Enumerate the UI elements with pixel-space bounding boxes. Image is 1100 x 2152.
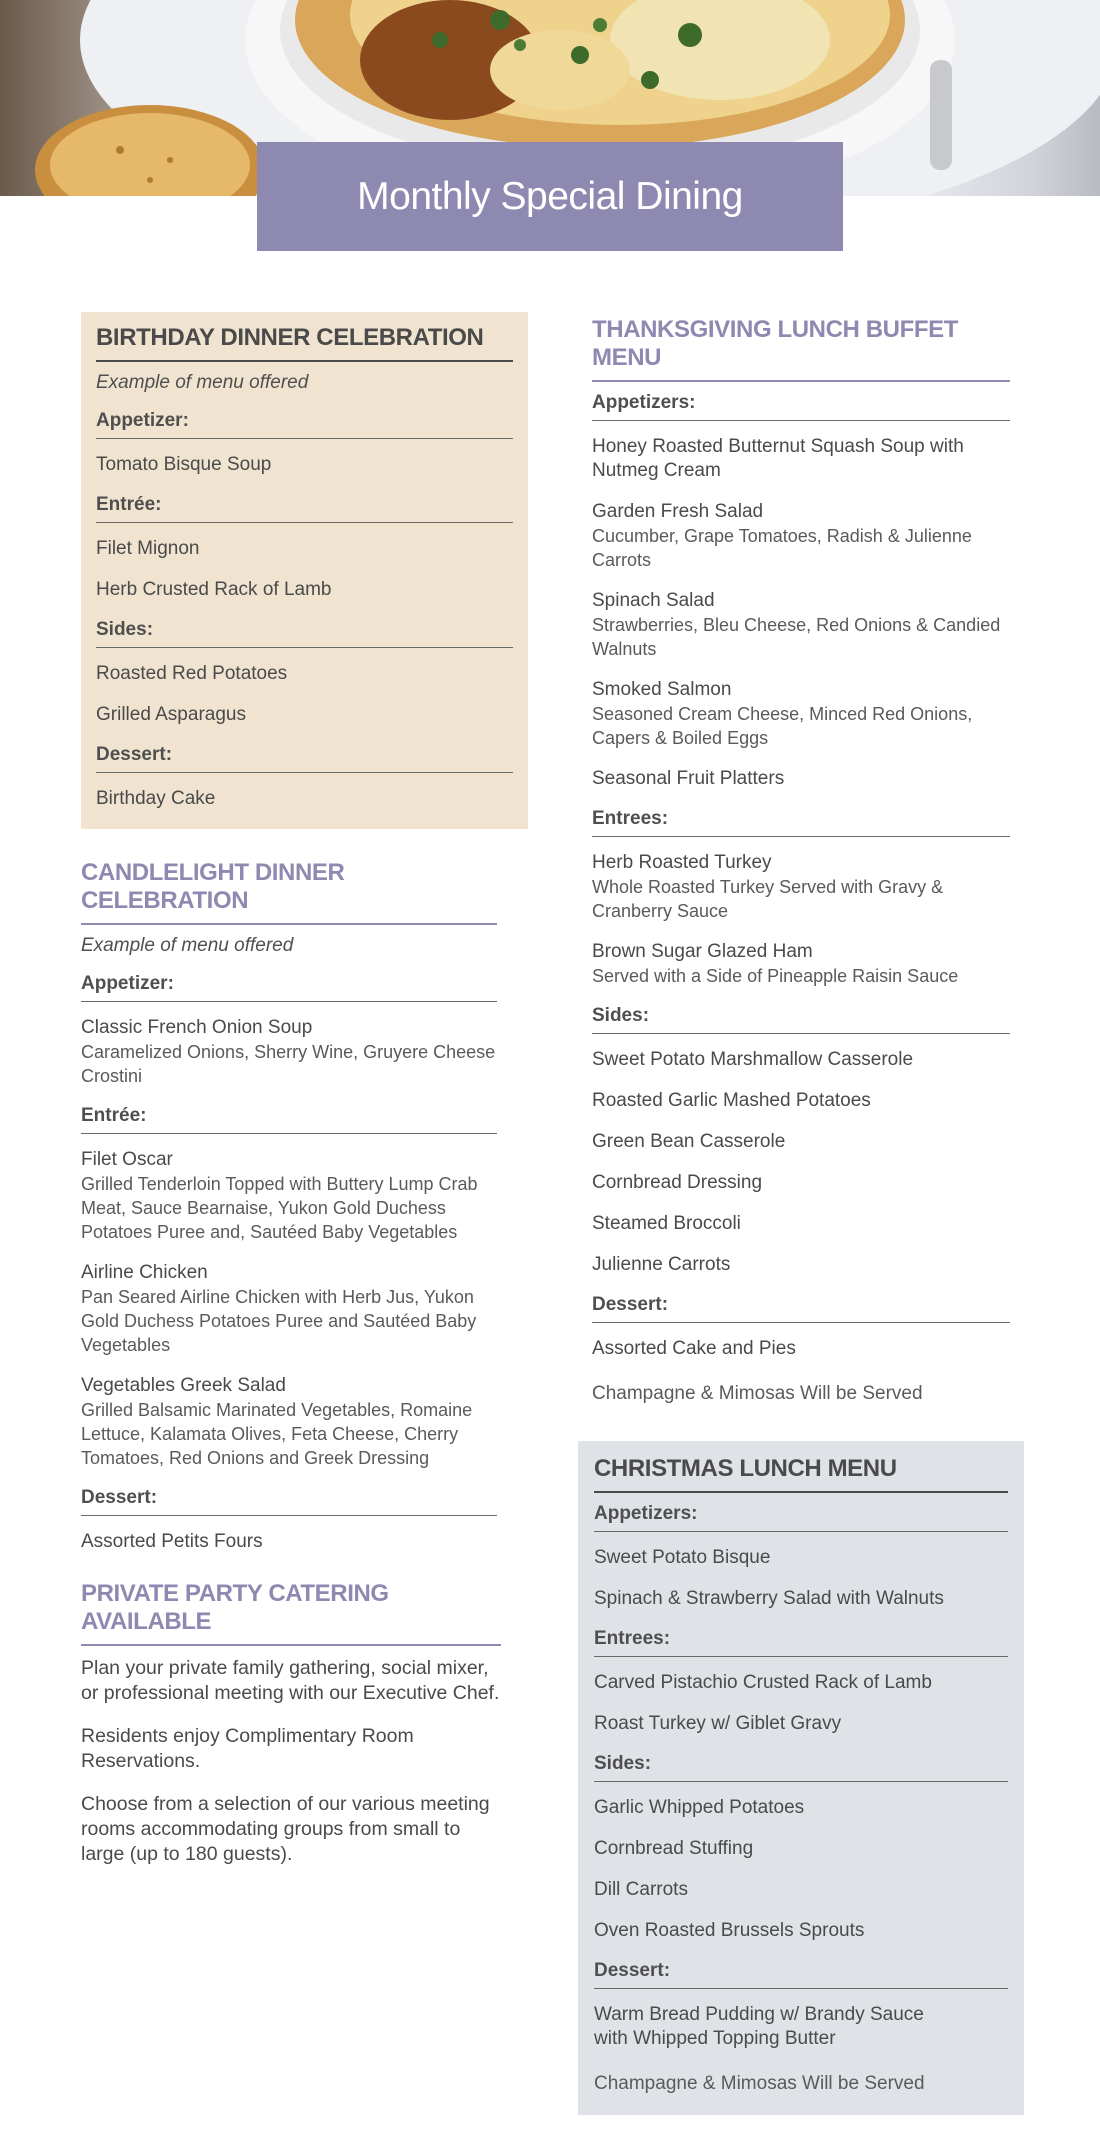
menu-category: Dessert:	[96, 744, 513, 773]
menu-item-name: Spinach & Strawberry Salad with Walnuts	[594, 1588, 944, 1609]
menu-category: Appetizer:	[81, 973, 497, 1002]
menu-item	[592, 678, 1010, 750]
menu-item-name: Vegetables Greek Salad	[81, 1375, 286, 1396]
menu-category: Sides:	[96, 619, 513, 648]
page-title: Monthly Special Dining	[357, 174, 743, 218]
menu-item	[96, 662, 513, 686]
menu-item-name: Spinach Salad	[592, 590, 715, 611]
private-party-paragraph: Plan your private family gathering, social mixer, or professional meeting with our Executive Chef.	[81, 1657, 500, 1704]
birthday-title: BIRTHDAY DINNER CELEBRATION	[96, 324, 513, 362]
menu-item-name: Honey Roasted Butternut Squash Soup with Nutmeg Cream	[592, 436, 964, 481]
menu-category: Entrée:	[81, 1105, 497, 1134]
menu-item-description: Grilled Balsamic Marinated Vegetables, Romaine Lettuce, Kalamata Olives, Feta Cheese, Cherry Tomatoes, Red Onions and Greek Dressing	[81, 1400, 473, 1468]
menu-item	[81, 1016, 497, 1088]
menu-item-name: Brown Sugar Glazed Ham	[592, 941, 813, 962]
menu-item	[96, 537, 513, 561]
menu-category: Entrees:	[594, 1628, 1008, 1657]
menu-item	[594, 1919, 1008, 1943]
menu-item-name: Roast Turkey w/ Giblet Gravy	[594, 1713, 842, 1734]
menu-item-name: Filet Oscar	[81, 1149, 173, 1170]
menu-item-name: Garlic Whipped Potatoes	[594, 1797, 805, 1818]
menu-item	[592, 1130, 1010, 1154]
menu-item-description: Strawberries, Bleu Cheese, Red Onions & Candied Walnuts	[592, 615, 1001, 659]
menu-item-description: Cucumber, Grape Tomatoes, Radish & Julienne Carrots	[592, 526, 972, 570]
private-party-paragraph: Choose from a selection of our various meeting rooms accommodating groups from small to large (up to 180 guests).	[81, 1793, 490, 1865]
menu-category: Entrée:	[96, 494, 513, 523]
menu-item-description: Seasoned Cream Cheese, Minced Red Onions, Capers & Boiled Eggs	[592, 704, 973, 748]
menu-item	[96, 703, 513, 727]
menu-item-name: Grilled Asparagus	[96, 704, 246, 725]
menu-category: Dessert:	[81, 1487, 497, 1516]
thanksgiving-title: THANKSGIVING LUNCH BUFFET MENU	[592, 316, 1010, 382]
menu-item-name: Assorted Cake and Pies	[592, 1338, 796, 1359]
menu-item	[594, 2003, 924, 2051]
menu-item	[594, 1587, 1008, 1611]
menu-item-description: Grilled Tenderloin Topped with Buttery Lump Crab Meat, Sauce Bearnaise, Yukon Gold Duchess Potatoes Puree and, Sautéed Baby Vegetables	[81, 1174, 478, 1242]
menu-category: Appetizers:	[592, 392, 1010, 421]
menu-item-name: Carved Pistachio Crusted Rack of Lamb	[594, 1672, 932, 1693]
menu-category: Appetizers:	[594, 1503, 1008, 1532]
menu-item-name: Cornbread Stuffing	[594, 1838, 754, 1859]
menu-item	[592, 767, 1010, 791]
beverage-note: Champagne & Mimosas Will be Served	[594, 2073, 925, 2094]
menu-item	[592, 851, 1010, 923]
candlelight-title: CANDLELIGHT DINNER CELEBRATION	[81, 859, 497, 925]
menu-item	[592, 589, 1010, 661]
menu-item-name: Sweet Potato Bisque	[594, 1547, 771, 1568]
menu-item	[594, 1671, 1008, 1695]
candlelight-example-note: Example of menu offered	[81, 935, 294, 956]
menu-category: Entrees:	[592, 808, 1010, 837]
private-party-section	[81, 1580, 501, 1867]
birthday-example-note: Example of menu offered	[96, 372, 309, 393]
menu-item-name: Filet Mignon	[96, 538, 200, 559]
menu-item-description: Whole Roasted Turkey Served with Gravy & Cranberry Sauce	[592, 877, 944, 921]
menu-item-name: Assorted Petits Fours	[81, 1531, 263, 1552]
menu-item	[96, 578, 513, 602]
candlelight-menu	[81, 859, 497, 1554]
right-column	[578, 312, 1024, 2115]
menu-category: Sides:	[594, 1753, 1008, 1782]
christmas-menu-panel	[578, 1441, 1024, 2115]
menu-category: Dessert:	[594, 1960, 1008, 1989]
menu-item-name: Sweet Potato Marshmallow Casserole	[592, 1049, 914, 1070]
menu-item-name: Warm Bread Pudding w/ Brandy Sauce with Whipped Topping Butter	[594, 2004, 924, 2049]
menu-item	[592, 940, 1010, 988]
menu-item-name: Green Bean Casserole	[592, 1131, 786, 1152]
menu-item-name: Roasted Red Potatoes	[96, 663, 288, 684]
menu-item	[594, 1712, 1008, 1736]
page-title-banner	[257, 142, 843, 251]
menu-category: Dessert:	[592, 1294, 1010, 1323]
menu-item	[592, 500, 1010, 572]
birthday-menu-panel	[81, 312, 528, 829]
left-column	[81, 312, 525, 1885]
thanksgiving-menu	[578, 316, 1024, 1405]
menu-item	[96, 453, 513, 477]
christmas-title: CHRISTMAS LUNCH MENU	[594, 1455, 1008, 1493]
menu-item-name: Airline Chicken	[81, 1262, 208, 1283]
menu-item-name: Tomato Bisque Soup	[96, 454, 272, 475]
menu-item-name: Herb Crusted Rack of Lamb	[96, 579, 332, 600]
menu-item	[594, 1796, 1008, 1820]
menu-item-name: Garden Fresh Salad	[592, 501, 764, 522]
menu-item-name: Cornbread Dressing	[592, 1172, 763, 1193]
menu-item	[592, 1337, 1010, 1361]
menu-item-description: Served with a Side of Pineapple Raisin Sauce	[592, 966, 959, 986]
menu-item	[81, 1148, 497, 1244]
menu-item-name: Oven Roasted Brussels Sprouts	[594, 1920, 865, 1941]
menu-item	[81, 1374, 497, 1470]
menu-item	[96, 787, 513, 811]
menu-item	[592, 1212, 1010, 1236]
menu-item-name: Roasted Garlic Mashed Potatoes	[592, 1090, 871, 1111]
menu-item-description: Caramelized Onions, Sherry Wine, Gruyere Cheese Crostini	[81, 1042, 496, 1086]
menu-item	[81, 1261, 497, 1357]
menu-item-name: Julienne Carrots	[592, 1254, 731, 1275]
private-party-paragraph: Residents enjoy Complimentary Room Reservations.	[81, 1725, 414, 1772]
menu-item-name: Smoked Salmon	[592, 679, 732, 700]
private-party-title: PRIVATE PARTY CATERING AVAILABLE	[81, 1580, 501, 1646]
menu-item	[594, 1546, 1008, 1570]
menu-item-name: Birthday Cake	[96, 788, 216, 809]
menu-item	[594, 1837, 1008, 1861]
menu-item-name: Steamed Broccoli	[592, 1213, 741, 1234]
menu-category: Appetizer:	[96, 410, 513, 439]
menu-item	[592, 1253, 1010, 1277]
menu-item	[592, 1171, 1010, 1195]
menu-item	[592, 1048, 1010, 1072]
menu-item-name: Dill Carrots	[594, 1879, 688, 1900]
menu-item	[594, 1878, 1008, 1902]
menu-item-name: Seasonal Fruit Platters	[592, 768, 785, 789]
menu-item-description: Pan Seared Airline Chicken with Herb Jus, Yukon Gold Duchess Potatoes Puree and Sautéed Baby Vegetables	[81, 1287, 477, 1355]
menu-item	[592, 1089, 1010, 1113]
menu-item-name: Herb Roasted Turkey	[592, 852, 772, 873]
beverage-note: Champagne & Mimosas Will be Served	[592, 1383, 923, 1404]
menu-item-name: Classic French Onion Soup	[81, 1017, 313, 1038]
menu-category: Sides:	[592, 1005, 1010, 1034]
menu-item	[592, 435, 1010, 483]
menu-item	[81, 1530, 497, 1554]
